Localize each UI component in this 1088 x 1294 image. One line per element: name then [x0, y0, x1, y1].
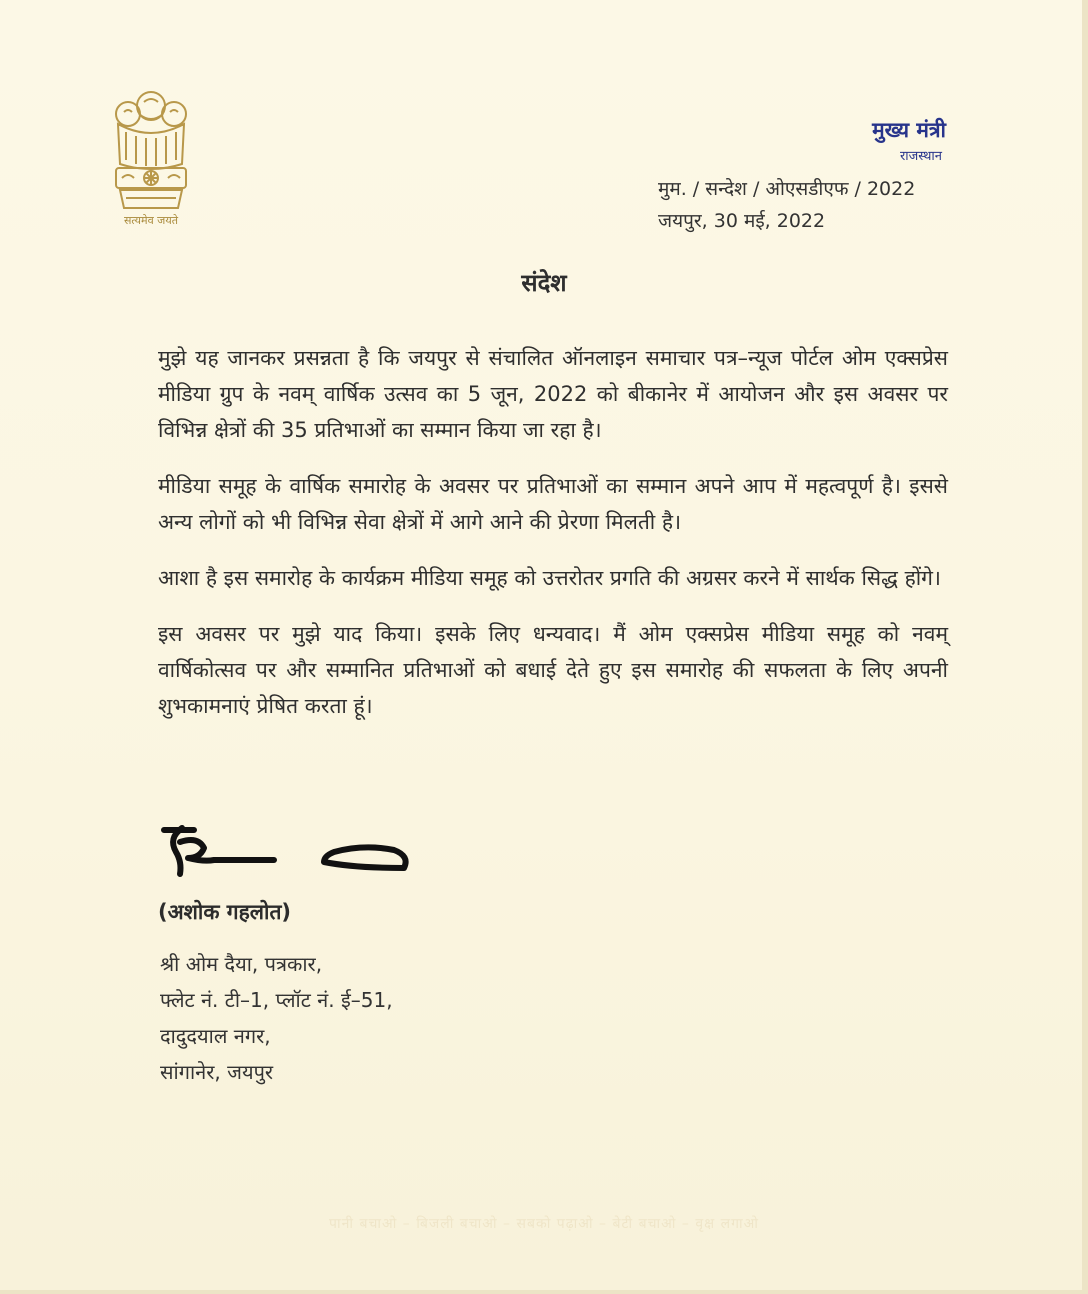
address-line: दादुदयाल नगर, [160, 1024, 271, 1048]
signer-name: (अशोक गहलोत) [158, 900, 292, 924]
address-line: फ्लेट नं. टी–1, प्लॉट नं. ई–51, [160, 988, 393, 1012]
paragraph: आशा है इस समारोह के कार्यक्रम मीडिया समूह को उत्तरोतर प्रगति की अग्रसर करने में सार्थक सिद्ध होंगे। [158, 566, 941, 590]
paragraph: मीडिया समूह के वार्षिक समारोह के अवसर पर प्रतिभाओं का सम्मान अपने आप में महत्वपूर्ण है। इससे अन्य लोगों को भी विभिन्न सेवा क्षेत्रों में आगे आने की प्रेरणा मिलती है। [158, 474, 948, 534]
letter-heading: संदेश [521, 269, 567, 297]
footer-watermark: पानी बचाओ – बिजली बचाओ – सबको पढ़ाओ – बेटी बचाओ – वृक्ष लगाओ [329, 1216, 759, 1232]
letter-body [158, 340, 948, 744]
emblem-motto: सत्यमेव जयते [123, 214, 178, 227]
address-line: सांगानेर, जयपुर [160, 1060, 274, 1084]
reference-block [658, 173, 915, 237]
national-emblem-icon [104, 84, 198, 234]
paragraph: मुझे यह जानकर प्रसन्नता है कि जयपुर से संचालित ऑनलाइन समाचार पत्र–न्यूज पोर्टल ओम एक्सप्रेस मीडिया ग्रुप के नवम् वार्षिक उत्सव का 5 जून, 2022 को बीकानेर में आयोजन और इस अवसर पर विभिन्न क्षेत्रों की 35 प्रतिभाओं का सम्मान किया जा रहा है। [158, 346, 948, 442]
place-date: जयपुर, 30 मई, 2022 [658, 210, 826, 232]
office-state: राजस्थान [899, 149, 942, 164]
paragraph: इस अवसर पर मुझे याद किया। इसके लिए धन्यवाद। मैं ओम एक्सप्रेस मीडिया समूह को नवम् वार्षिकोत्सव पर और सम्मानित प्रतिभाओं को बधाई देते हुए इस समारोह की सफलता के लिए अपनी शुभकामनाएं प्रेषित करता हूं। [158, 622, 948, 718]
address-line: श्री ओम दैया, पत्रकार, [160, 952, 323, 976]
signature-icon [160, 820, 410, 880]
recipient-address [160, 946, 393, 1090]
office-header [872, 116, 946, 166]
reference-number: मुम. / सन्देश / ओएसडीएफ / 2022 [658, 178, 916, 200]
office-title: मुख्य मंत्री [872, 118, 946, 142]
